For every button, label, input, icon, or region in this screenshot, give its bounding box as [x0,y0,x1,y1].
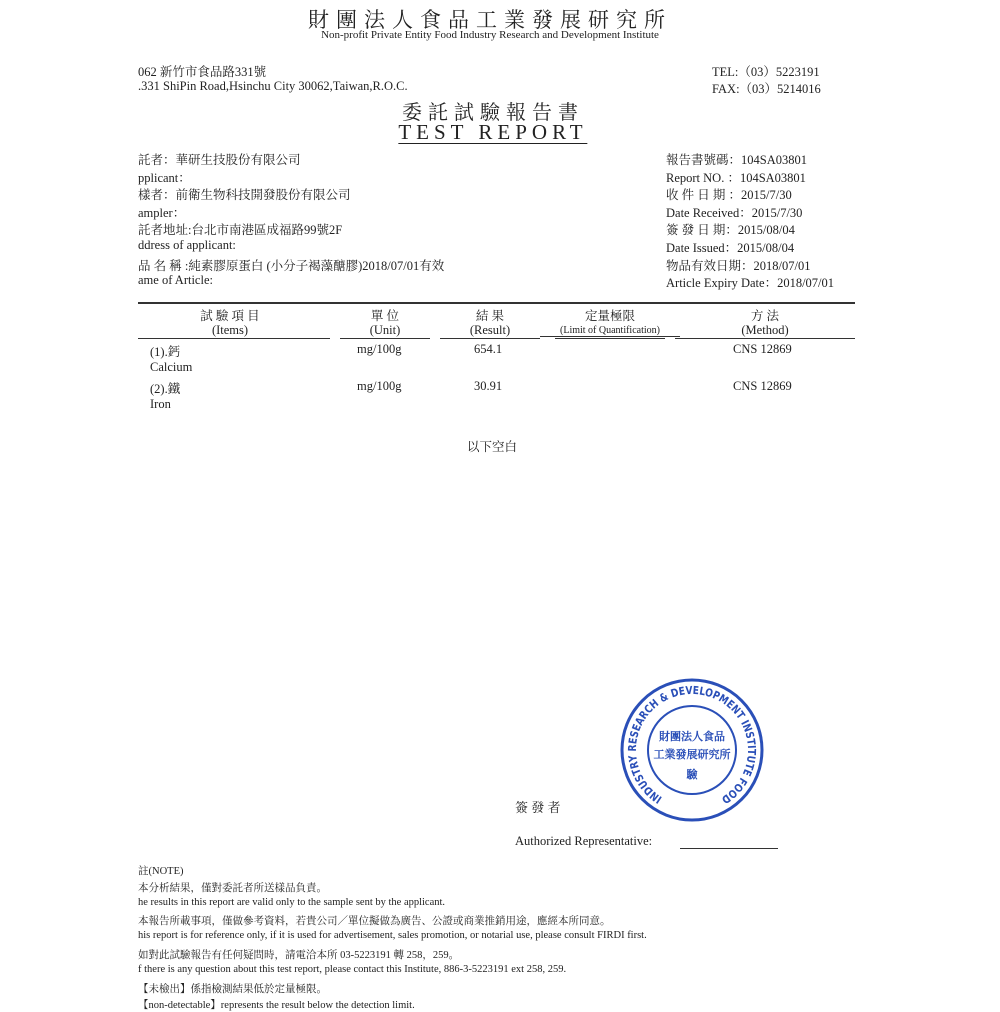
svg-text:財團法人食品: 財團法人食品 [659,731,725,743]
header-items-en: (Items) [192,323,268,339]
applicant-field: 託者地址:台北市南港區成福路99號2F [138,223,343,238]
note-line: 本分析結果，僅對委託者所送樣品負責。 [138,882,327,894]
svg-text:工業發展研究所: 工業發展研究所 [653,749,731,761]
row-result: 654.1 [474,342,503,356]
address-en: .331 ShiPin Road,Hsinchu City 30062,Taiwan,R.O.C. [138,79,408,93]
applicant-field: ampler： [138,205,186,220]
authorized-representative-label: Authorized Representative: [515,834,653,848]
note-line: 本報告所載事項，僅做參考資料，若貴公司／單位擬做為廣告、公證或商業推銷用途，應經本所同意。 [138,916,611,928]
institute-seal-stamp [620,678,764,822]
report-title-zh: 委託試驗報告書 [402,102,584,124]
note-line: 【non-detectable】represents the result below the detection limit. [138,1000,415,1012]
header-loq-zh: 定量極限 [584,309,636,323]
report-field: 報告書號碼：104SA03801 [666,153,807,167]
header-loq-en: (Limit of Quantification) [540,325,680,337]
row-unit: mg/100g [357,342,402,356]
svg-text:驗: 驗 [686,769,698,781]
header-items-zh: 試 驗 項 目 [200,309,260,323]
svg-text:INDUSTRY RESEARCH & DEVELOPMEN: INDUSTRY RESEARCH & DEVELOPMENT INSTITUTE FOOD [625,683,759,808]
row-item-en: Iron [150,397,171,411]
report-field: Date Issued：2015/08/04 [666,241,795,255]
applicant-field: ddress of applicant: [138,238,236,252]
report-field: 物品有效日期：2018/07/01 [666,258,811,273]
institute-name-zh: 財團法人食品工業發展研究所 [308,8,672,32]
fax: FAX:（03）5214016 [712,82,821,96]
row-item-en: Calcium [150,360,193,374]
header-underline [440,338,540,339]
row-item-zh: (1).鈣 [150,345,181,359]
header-underline [340,338,430,339]
row-method: CNS 12869 [733,379,792,393]
row-unit: mg/100g [357,379,402,393]
row-item-zh: (2).鐵 [150,382,181,396]
row-method: CNS 12869 [733,342,792,356]
header-result-en: (Result) [450,323,530,339]
note-line: f there is any question about this test report, please contact this Institute, 886-3-5223191 ext 258, 259. [138,963,567,975]
header-unit-en: (Unit) [350,323,421,339]
row-result: 30.91 [474,379,503,393]
tel: TEL:（03）5223191 [712,65,820,79]
header-underline [675,338,855,339]
issuer-label: 簽 發 者 [515,800,561,815]
note-line: 註(NOTE) [138,866,184,877]
report-title-en: TEST REPORT [398,120,588,144]
note-line: he results in this report are valid only to the sample sent by the applicant. [138,896,446,908]
header-underline [555,338,665,339]
blank-note: 以下空白 [466,440,518,454]
applicant-field: ame of Article: [138,273,213,288]
note-line: 如對此試驗報告有任何疑問時，請電洽本所 03-5223191 轉 258，259。 [138,950,460,961]
report-field: 收 件 日 期 ：2015/7/30 [666,188,792,203]
report-field: Article Expiry Date：2018/07/01 [666,276,835,291]
header-underline [138,338,330,339]
note-line: 【未檢出】係指檢測結果低於定量極限。 [138,983,327,995]
applicant-field: 品 名 稱 :純素膠原蛋白 (小分子褐藻醣膠)2018/07/01有效 [138,258,445,273]
signature-line [680,848,778,849]
institute-name-en: Non-profit Private Entity Food Industry Research and Development Institute [321,29,659,41]
report-field: Report NO. ：104SA03801 [666,170,806,185]
applicant-field: 託者：華研生技股份有限公司 [138,153,301,167]
header-method-zh: 方 法 [750,309,780,323]
header-method-en: (Method) [721,323,808,339]
header-result-zh: 結 果 [475,309,505,323]
header-unit-zh: 單 位 [370,309,400,323]
applicant-field: 樣者：前衛生物科技開發股份有限公司 [138,188,351,203]
applicant-field: pplicant： [138,170,191,185]
report-field: Date Received：2015/7/30 [666,205,803,220]
note-line: his report is for reference only, if it is used for advertisement, sales promotion, or notarial use, please consult FIRDI first. [138,930,647,942]
address-zh: 062 新竹市食品路331號 [138,65,267,79]
report-field: 簽 發 日 期：2015/08/04 [666,223,795,238]
divider [138,302,855,304]
